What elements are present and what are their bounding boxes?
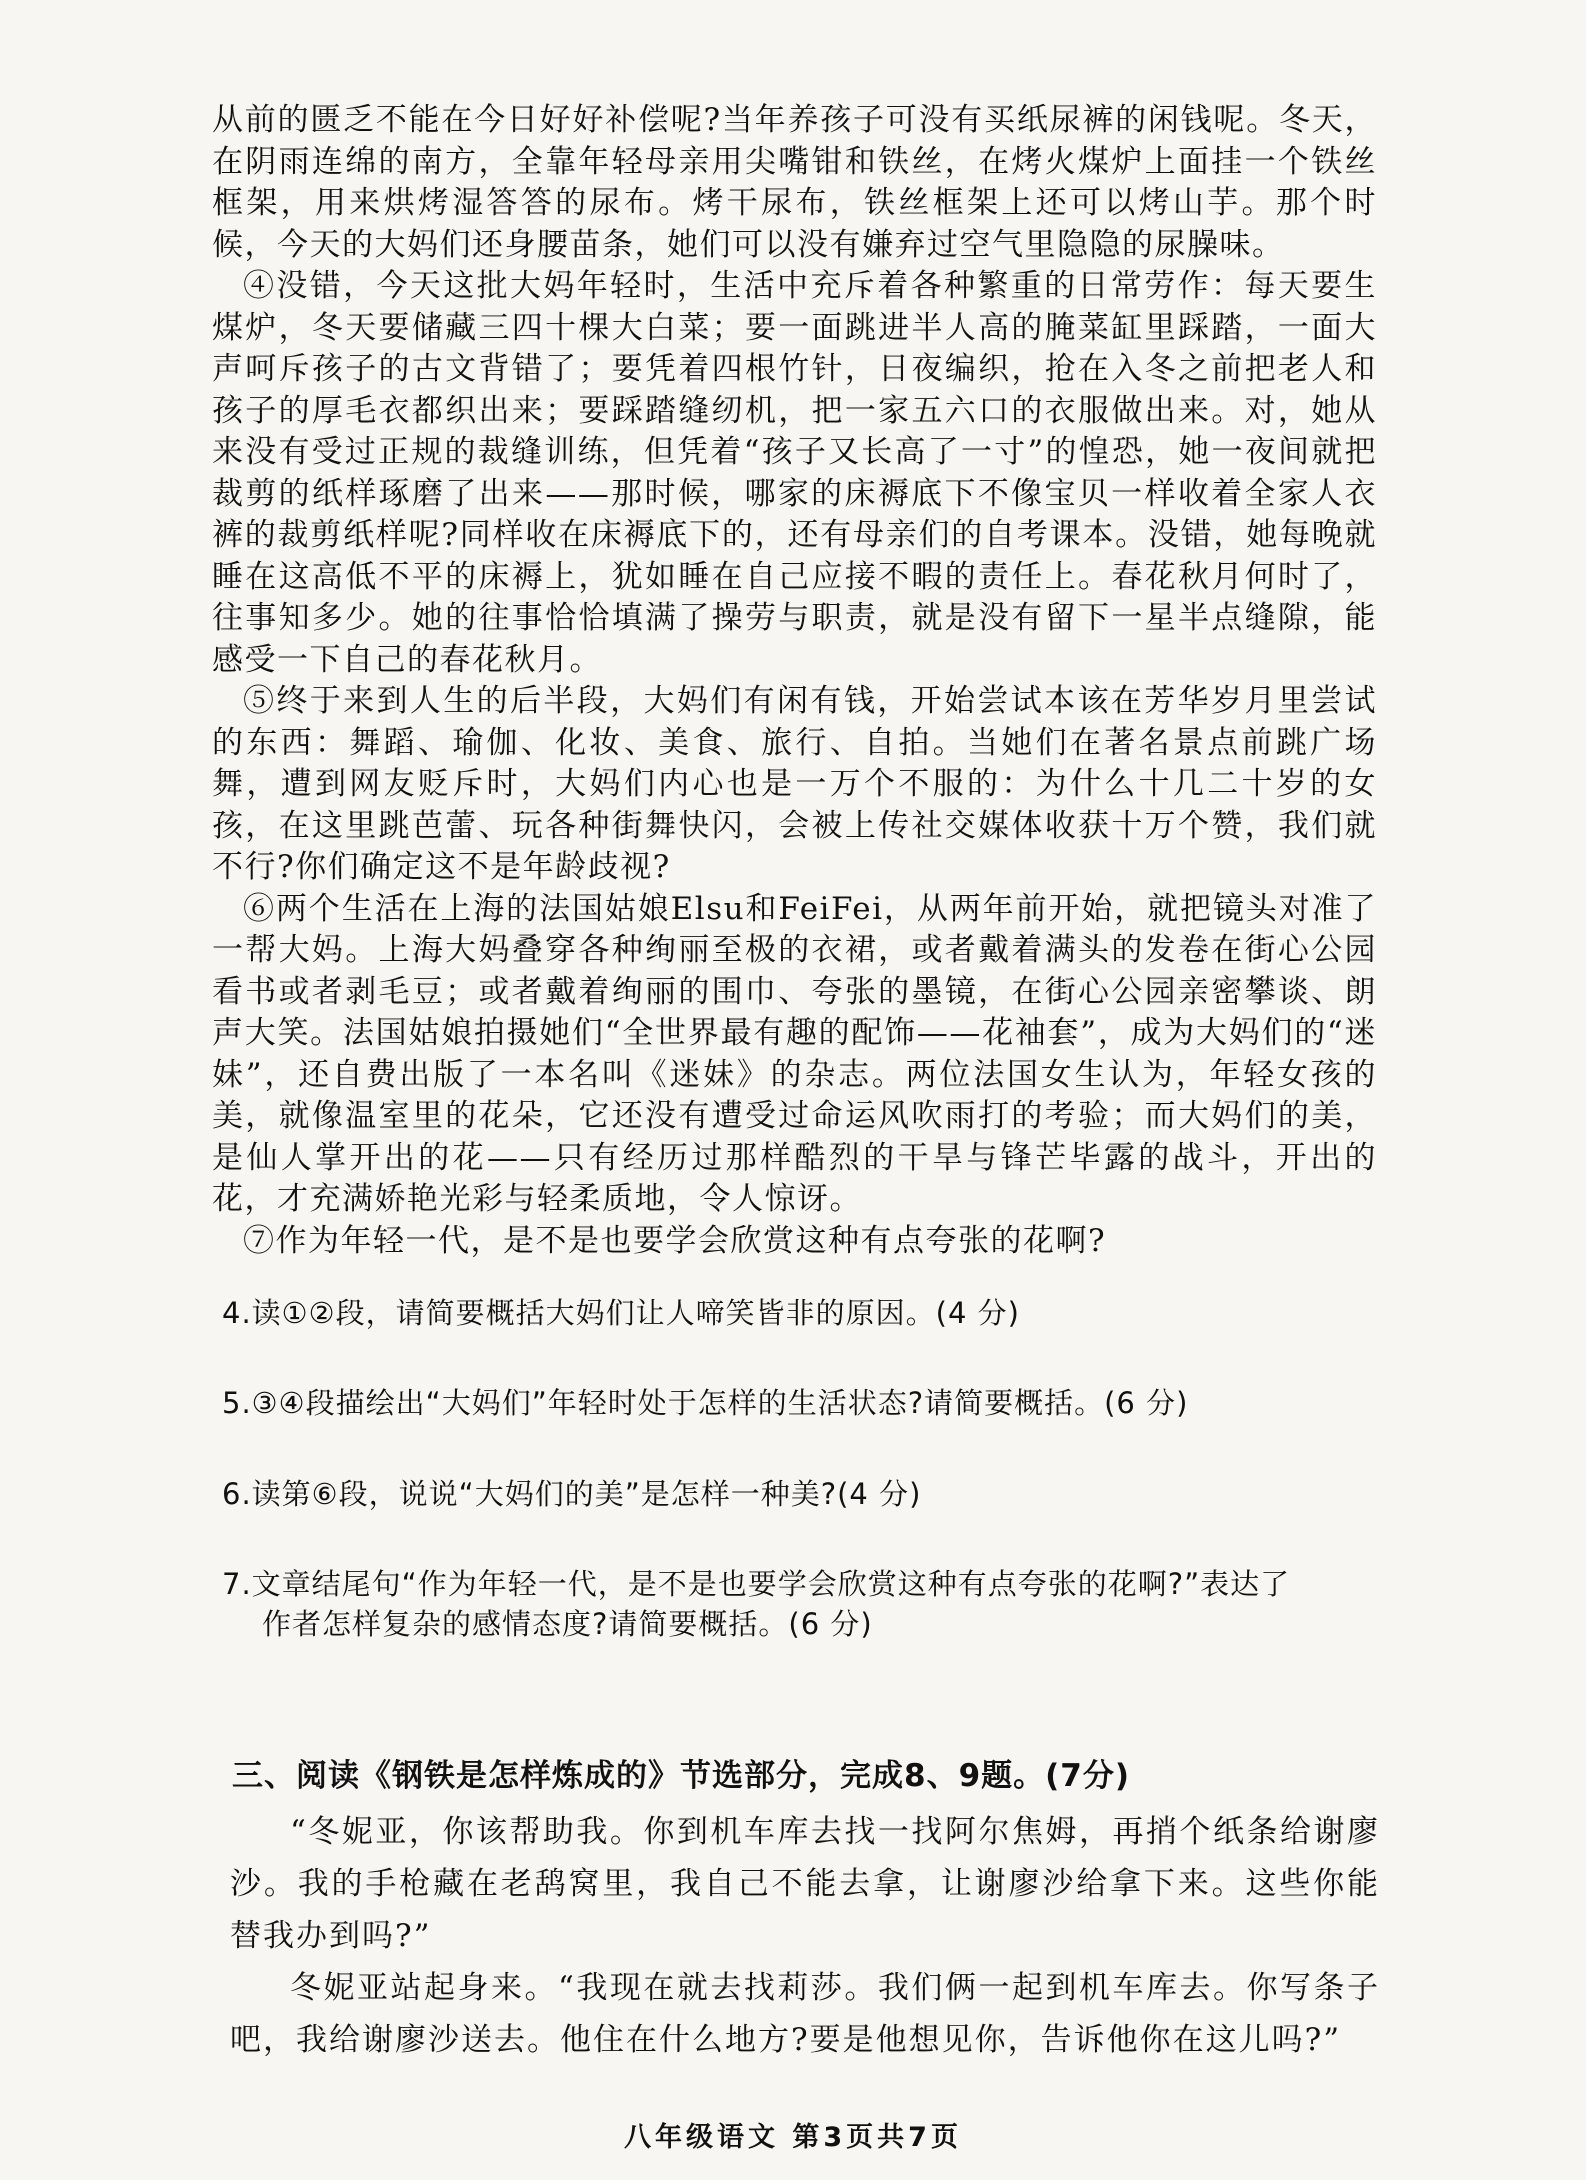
passage-paragraph-6: ⑥两个生活在上海的法国姑娘Elsu和FeiFei，从两年前开始，就把镜头对准了一帮大妈。上海大妈叠穿各种绚丽至极的衣裙，或者戴着满头的发卷在街心公园看书或者剥毛豆；或者戴着绚丽的围巾、夸张的墨镜，在街心公园亲密攀谈、朗声大笑。法国姑娘拍摄她们“全世界最有趣的配饰——花袖套”，成为大妈们的“迷妹”，还自费出版了一本名叫《迷妹》的杂志。两位法国女生认为，年轻女孩的美，就像温室里的花朵，它还没有遭受过命运风吹雨打的考验；而大妈们的美，是仙人掌开出的花——只有经历过那样酷烈的干旱与锋芒毕露的战斗，开出的花，才充满娇艳光彩与轻柔质地，令人惊讶。	[212, 890, 1377, 1217]
page-footer: 八年级语文 第3页共7页	[624, 2122, 962, 2153]
novel-excerpt	[230, 1806, 1380, 2066]
passage-paragraph-4: ④没错，今天这批大妈年轻时，生活中充斥着各种繁重的日常劳作：每天要生煤炉，冬天要储藏三四十棵大白菜；要一面跳进半人高的腌菜缸里踩踏，一面大声呵斥孩子的古文背错了；要凭着四根竹针，日夜编织，抢在入冬之前把老人和孩子的厚毛衣都织出来；要踩踏缝纫机，把一家五六口的衣服做出来。对，她从来没有受过正规的裁缝训练，但凭着“孩子又长高了一寸”的惶恐，她一夜间就把裁剪的纸样琢磨了出来——那时候，哪家的床褥底下不像宝贝一样收着全家人衣裤的裁剪纸样呢?同样收在床褥底下的，还有母亲们的自考课本。没错，她每晚就睡在这高低不平的床褥上，犹如睡在自己应接不暇的责任上。春花秋月何时了，往事知多少。她的往事恰恰填满了操劳与职责，就是没有留下一星半点缝隙，能感受一下自己的春花秋月。	[212, 268, 1377, 678]
question-7-line-1: 7.文章结尾句“作为年轻一代，是不是也要学会欣赏这种有点夸张的花啊?”表达了	[222, 1567, 1291, 1601]
question-4: 4.读①②段，请简要概括大妈们让人啼笑皆非的原因。(4 分)	[222, 1296, 1020, 1330]
section-3-title: 三、阅读《钢铁是怎样炼成的》节选部分，完成8、9题。(7分)	[232, 1758, 1131, 1794]
excerpt-paragraph-1: “冬妮亚，你该帮助我。你到机车库去找一找阿尔焦姆，再捎个纸条给谢廖沙。我的手枪藏在老鸹窝里，我自己不能去拿，让谢廖沙给拿下来。这些你能替我办到吗?”	[230, 1814, 1380, 1954]
excerpt-paragraph-2: 冬妮亚站起身来。“我现在就去找莉莎。我们俩一起到机车库去。你写条子吧，我给谢廖沙送去。他住在什么地方?要是他想见你，告诉他你在这儿吗?”	[230, 1970, 1380, 2058]
passage-paragraph-5: ⑤终于来到人生的后半段，大妈们有闲有钱，开始尝试本该在芳华岁月里尝试的东西：舞蹈、瑜伽、化妆、美食、旅行、自拍。当她们在著名景点前跳广场舞，遭到网友贬斥时，大妈们内心也是一万个不服的：为什么十几二十岁的女孩，在这里跳芭蕾、玩各种街舞快闪，会被上传社交媒体收获十万个赞，我们就不行?你们确定这不是年龄歧视?	[212, 683, 1377, 885]
question-7	[222, 1564, 1290, 1644]
question-7-line-2: 作者怎样复杂的感情态度?请简要概括。(6 分)	[262, 1607, 873, 1641]
reading-passage	[212, 100, 1377, 1262]
passage-paragraph-3-tail: 从前的匮乏不能在今日好好补偿呢?当年养孩子可没有买纸尿裤的闲钱呢。冬天，在阴雨连绵的南方，全靠年轻母亲用尖嘴钳和铁丝，在烤火煤炉上面挂一个铁丝框架，用来烘烤湿答答的尿布。烤干尿布，铁丝框架上还可以烤山芋。那个时候，今天的大妈们还身腰苗条，她们可以没有嫌弃过空气里隐隐的尿臊味。	[212, 102, 1377, 263]
passage-paragraph-7: ⑦作为年轻一代，是不是也要学会欣赏这种有点夸张的花啊?	[243, 1222, 1107, 1259]
question-6: 6.读第⑥段，说说“大妈们的美”是怎样一种美?(4 分)	[222, 1477, 922, 1511]
question-5: 5.③④段描绘出“大妈们”年轻时处于怎样的生活状态?请简要概括。(6 分)	[222, 1386, 1189, 1420]
